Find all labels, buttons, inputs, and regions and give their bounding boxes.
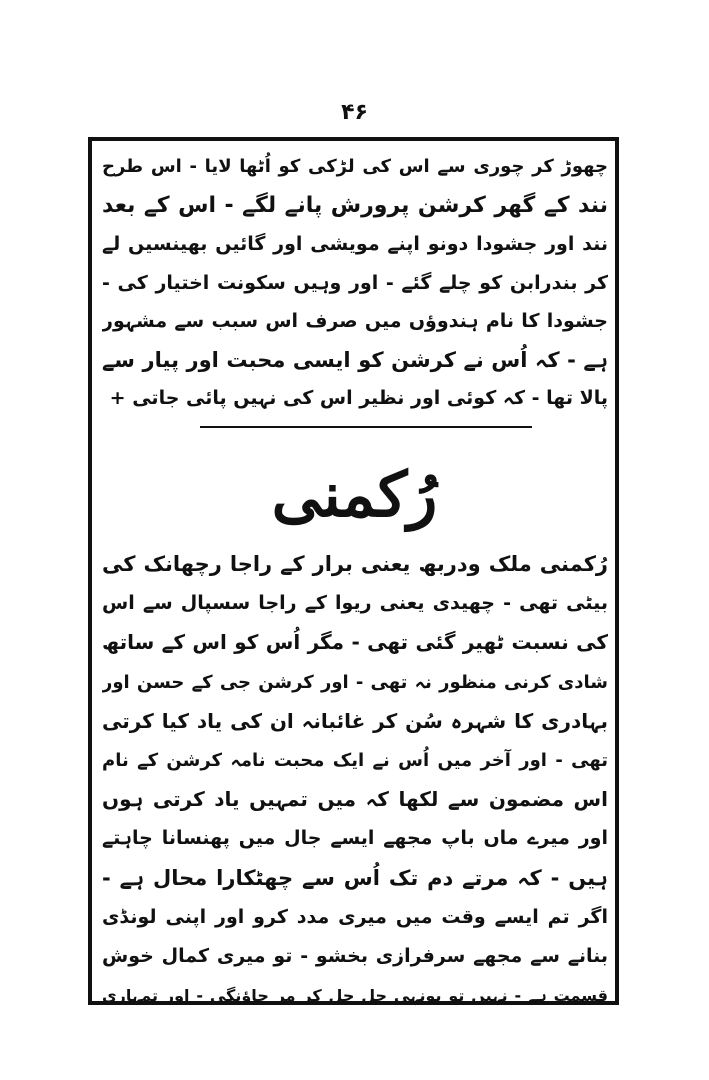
text-line: شادی کرنی منظور نہ تھی - اور کرشن جی کے حسن اور (102, 671, 608, 693)
text-line: بیٹی تھی - چھیدی یعنی ریوا کے راجا سسپال سے اس (102, 592, 608, 615)
text-line: کر بندرابن کو چلے گئے - اور وہیں سکونت اختیار کی - (102, 271, 608, 294)
text-line: تھی - اور آخر میں اُس نے ایک محبت نامہ کرشن کے نام (102, 749, 608, 771)
text-line: بہادری کا شہرہ سُن کر غائبانہ ان کی یاد کیا کرتی (102, 708, 608, 733)
text-line: قسمت ہے - نہیں تو یونہی جل جل کر مر جاؤنگی - اور تمہاری (102, 986, 608, 1006)
text-line: اس مضمون سے لکھا کہ میں تمہیں یاد کرتی ہوں (102, 787, 608, 812)
text-line: نند کے گھر کرشن پرورش پانے لگے - اس کے بعد (102, 192, 608, 218)
paragraph-1 (102, 148, 608, 418)
text-line: رُکمنی ملک ودربھ یعنی برار کے راجا رچھانک کی (102, 552, 608, 576)
text-line: نند اور جشودا دونو اپنے مویشی اور گائیں بھینسیں لے (102, 233, 608, 255)
text-line: چھوڑ کر چوری سے اس کی لڑکی کو اُٹھا لایا - اس طرح (102, 156, 608, 177)
text-line: ہے - کہ اُس نے کرشن کو ایسی محبت اور پیار سے (102, 347, 608, 372)
text-line: جشودا کا نام ہندوؤں میں صرف اس سبب سے مشہور (102, 310, 608, 332)
text-line: کی نسبت ٹھیر گئی تھی - مگر اُس کو اس کے ساتھ (102, 630, 608, 655)
paragraph-2 (102, 545, 608, 1015)
text-line: پالا تھا - کہ کوئی اور نظیر اس کی نہیں پائی جاتی + (109, 387, 608, 409)
text-line: ہیں - کہ مرتے دم تک اُس سے چھٹکارا محال ہے - (102, 865, 608, 890)
page-number: ۴۶ (341, 100, 368, 125)
section-heading: رُکمنی (271, 458, 438, 531)
section-divider (200, 426, 532, 428)
text-line: اور میرے ماں باپ مجھے ایسے جال میں پھنسانا چاہتے (102, 827, 608, 850)
text-line: اگر تم ایسے وقت میں میری مدد کرو اور اپنی لونڈی (102, 905, 608, 928)
text-line: بنانے سے مجھے سرفرازی بخشو - تو میری کمال خوش (102, 944, 608, 967)
